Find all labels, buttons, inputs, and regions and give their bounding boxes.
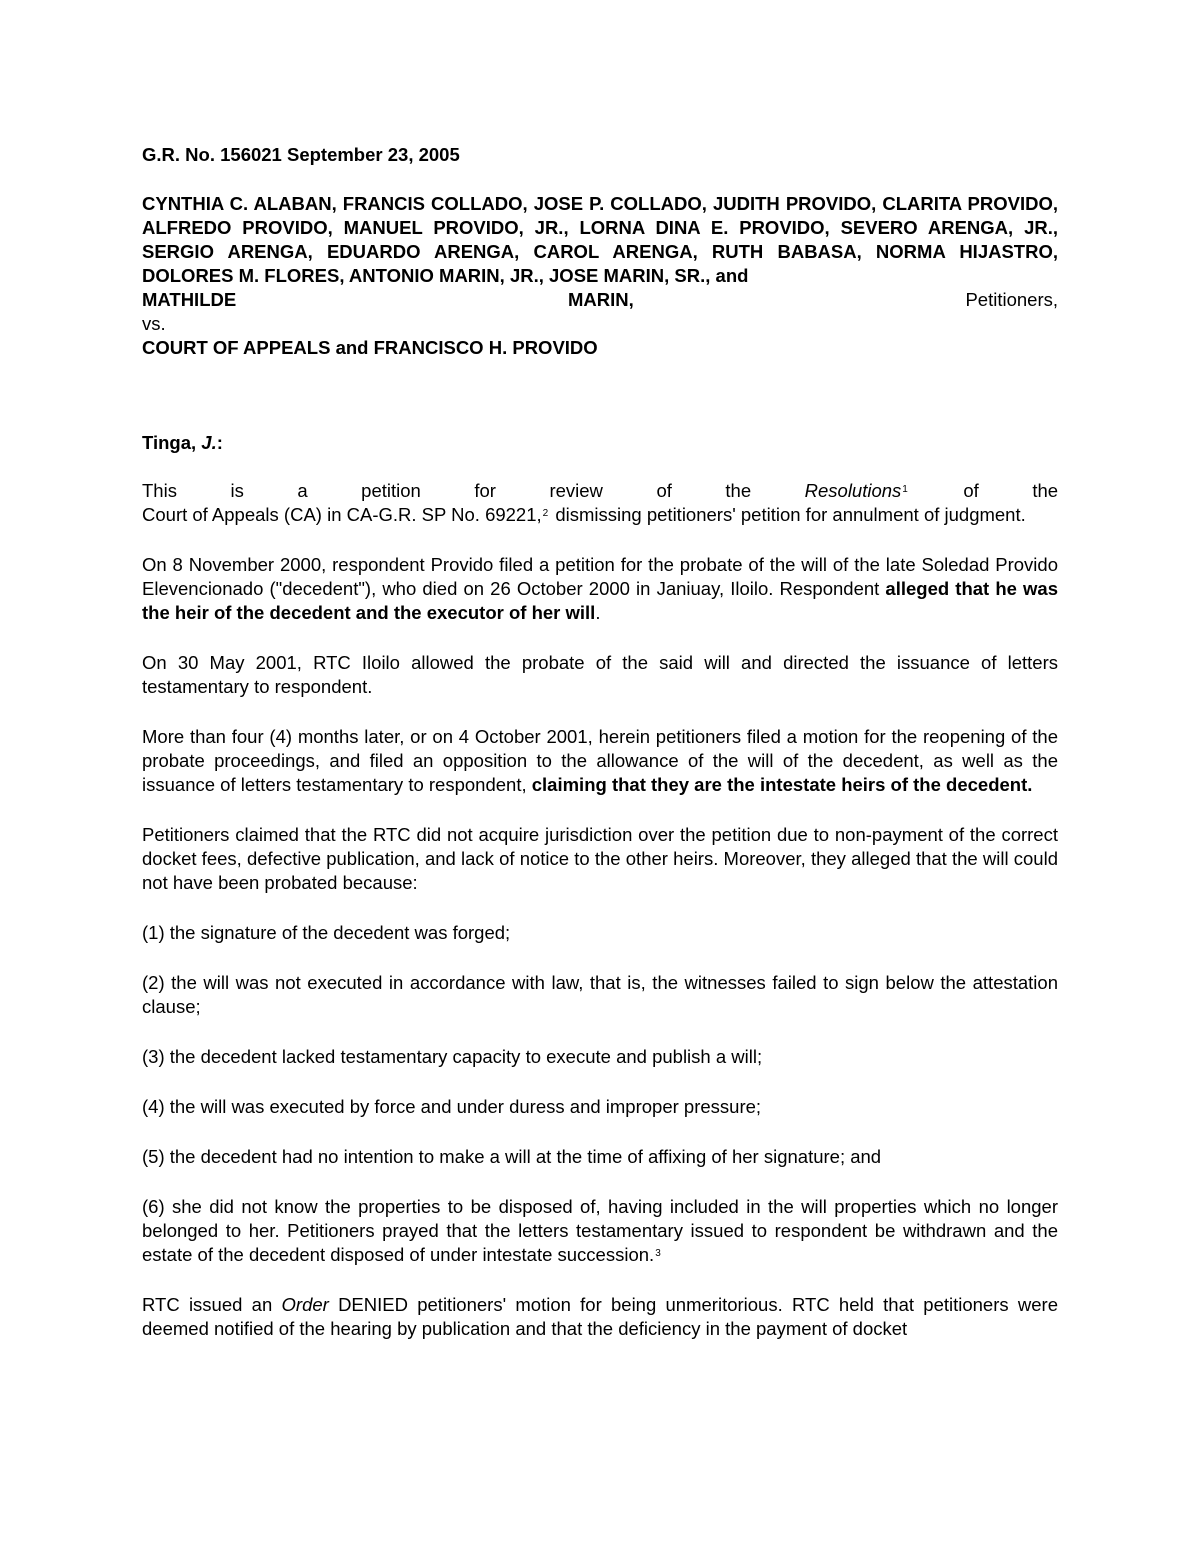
paragraph-2-end: . xyxy=(595,602,601,623)
ponente-name: Tinga, xyxy=(142,432,202,453)
petitioner-last-second: MARIN, xyxy=(567,289,634,310)
word: the xyxy=(725,480,752,501)
versus: vs. xyxy=(142,313,166,334)
list-item: (3) the decedent lacked testamentary capacity to execute and publish a will; xyxy=(142,1046,763,1067)
list-item: (1) the signature of the decedent was forged; xyxy=(142,922,511,943)
list-item xyxy=(142,1195,1058,1267)
petitioner-last-first: MATHILDE xyxy=(142,289,237,310)
document-body xyxy=(142,143,1058,1341)
paragraph-5: Petitioners claimed that the RTC did not acquire jurisdiction over the petition due to non-payment of the correct docket fees, defective publication, and lack of notice to the other heirs. Moreover, they alleged that the will could not have been probated because: xyxy=(142,824,1058,893)
respondents: COURT OF APPEALS and FRANCISCO H. PROVIDO xyxy=(142,337,598,358)
paragraph-4-bold: claiming that they are the intestate heirs of the decedent. xyxy=(531,774,1033,795)
petitioners-names xyxy=(142,192,1058,288)
footnote-ref-1[interactable]: 1 xyxy=(902,484,908,495)
word: petition xyxy=(361,480,421,501)
order-italic: Order xyxy=(281,1294,329,1315)
case-number-date: G.R. No. 156021 September 23, 2005 xyxy=(142,144,460,165)
word: review xyxy=(549,480,603,501)
petitioners-label: Petitioners, xyxy=(965,289,1058,310)
list-item: (4) the will was executed by force and under duress and improper pressure; xyxy=(142,1096,762,1117)
petitioners-last-line xyxy=(142,288,1058,312)
ponente-colon: : xyxy=(216,432,223,453)
ponente-title: J. xyxy=(201,432,217,453)
list-item: (5) the decedent had no intention to make a will at the time of affixing of her signature; and xyxy=(142,1146,882,1167)
paragraph-4 xyxy=(142,725,1058,797)
paragraph-1-first-line xyxy=(142,479,1058,503)
footnote-ref-2[interactable]: 2 xyxy=(542,508,549,519)
word: a xyxy=(297,480,308,501)
word: for xyxy=(474,480,496,501)
paragraph-2-bold: alleged that he was the heir of the decedent and the executor of her will xyxy=(142,578,1058,623)
ponente xyxy=(142,431,1058,455)
petitioners-names-text: CYNTHIA C. ALABAN, FRANCIS COLLADO, JOSE P. COLLADO, JUDITH PROVIDO, CLARITA PROVIDO, ALFREDO PROVIDO, MANUEL PROVIDO, JR., LORNA DINA E. PROVIDO, SEVERO ARENGA, JR., SERGIO ARENGA, EDUARDO ARENGA, CAROL ARENGA, RUTH BABASA, NORMA HIJASTRO, DOLORES M. FLORES, ANTONIO MARIN, JR., JOSE MARIN, SR., and xyxy=(142,193,1058,286)
paragraph-2-text: On 8 November 2000, respondent Provido filed a petition for the probate of the will of the late Soledad Provido Elevencionado ("decedent"), who died on 26 October 2000 in Janiuay, Iloilo. Respondent xyxy=(142,554,1058,599)
word: of xyxy=(963,480,979,501)
word: This xyxy=(142,480,177,501)
paragraph-7 xyxy=(142,1293,1058,1341)
list-item: (2) the will was not executed in accordance with law, that is, the witnesses failed to sign below the attestation clause; xyxy=(142,972,1058,1017)
paragraph-7-text-b: DENIED petitioners' motion for being unmeritorious. RTC held that petitioners were deemed notified of the hearing by publication and that the deficiency in the payment of docket xyxy=(142,1294,1058,1339)
paragraph-1-text-a: Court of Appeals (CA) in CA-G.R. SP No. 69221, xyxy=(142,504,542,525)
paragraph-1-rest xyxy=(142,503,1058,527)
paragraph-1 xyxy=(142,479,1058,527)
resolutions-italic: Resolutions xyxy=(804,480,902,501)
paragraph-2 xyxy=(142,553,1058,625)
word: the xyxy=(1032,480,1059,501)
paragraph-1-text-b: dismissing petitioners' petition for annulment of judgment. xyxy=(550,504,1026,525)
paragraph-4-text: More than four (4) months later, or on 4 October 2001, herein petitioners filed a motion for the reopening of the probate proceedings, and filed an opposition to the allowance of the will of the decedent, as well as the issuance of letters testamentary to respondent, xyxy=(142,726,1058,795)
list-item-6-text: (6) she did not know the properties to be disposed of, having included in the will properties which no longer belonged to her. Petitioners prayed that the letters testamentary issued to respondent be withdrawn and the estate of the decedent disposed of under intestate succession. xyxy=(142,1196,1058,1265)
footnote-ref-3[interactable]: 3 xyxy=(655,1248,661,1259)
word: is xyxy=(230,480,244,501)
word: of xyxy=(656,480,672,501)
paragraph-7-text-a: RTC issued an xyxy=(142,1294,282,1315)
paragraph-3: On 30 May 2001, RTC Iloilo allowed the probate of the said will and directed the issuance of letters testamentary to respondent. xyxy=(142,652,1058,697)
